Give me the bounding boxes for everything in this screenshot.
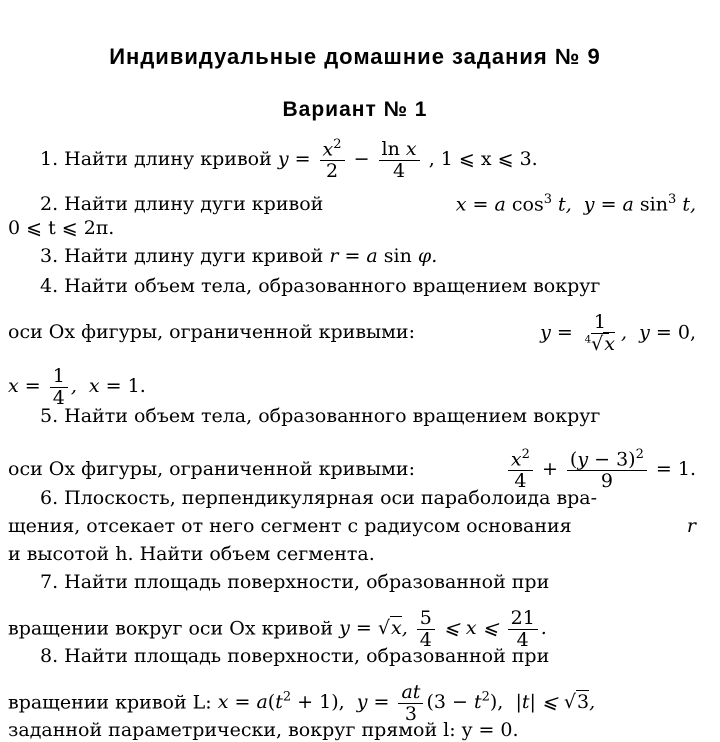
problem-6-variable: r [686,515,696,537]
problem-3-formula: r = a sin φ. [329,245,438,267]
problem-1 [40,138,700,182]
problem-4-bounds: x = $\frac{1}{4}$ , x = 1. [8,365,146,409]
problem-4-line-2 [8,312,696,355]
problem-5-line-1: 5. Найти объем тела, образованного вращением вокруг [40,405,601,427]
problem-1-text: 1. Найти длину кривой [40,148,272,171]
problem-4-line-3 [8,366,696,409]
problem-6-line-1: 6. Плоскость, перпендикулярная оси параболоида вра- [40,487,598,509]
problem-2-line-1 [40,188,696,216]
problem-5-formula: $\frac{x^2}{4}$ + $\frac{(y - 3)^2}{9}$ = 1. [505,448,696,492]
problem-2-formula: x = a $\cos^3 t$, y = a $\sin^3 t$, [455,192,696,216]
problem-1-formula: y = $\frac{x^2}{2}$ − $\frac{\text{ln x}}{4}$ [278,148,429,170]
problem-4-formula: y = $\frac{1}{^4√x}$ , y = 0, [540,311,696,355]
problem-6-line-3: и высотой h. Найти объем сегмента. [8,543,375,565]
problem-3 [40,244,720,268]
problem-2-text: 2. Найти длину дуги кривой [40,193,324,216]
problem-7-line-1: 7. Найти площадь поверхности, образованной при [40,571,550,593]
problem-2-line-2: 0 ⩽ t ⩽ 2π. [8,217,115,239]
problem-5-text: оси Ox фигуры, ограниченной кривыми: [8,458,415,481]
problem-8-formula: $x = a(t^2 + 1)$, y = $\frac{at}{3}$ $(3 - t^2)$, |t| ⩽ √3, [217,681,596,725]
problem-4-line-1: 4. Найти объем тела, образованного вращением вокруг [40,275,601,297]
problem-7-text: вращении вокруг оси Ox кривой [8,617,334,640]
problem-4-text: оси Ox фигуры, ограниченной кривыми: [8,321,415,344]
problem-8-line-3: заданной параметрически, вокруг прямой l: y = 0. [8,719,519,741]
problem-1-range: , 1 ⩽ x ⩽ 3. [428,148,538,171]
variant-heading: Вариант № 1 [282,98,428,121]
problem-8-line-1: 8. Найти площадь поверхности, образованной при [40,645,550,667]
problem-8-text: вращении кривой L: [8,691,212,714]
problem-7-formula: y = √x, $\frac{5}{4}$ ⩽ x ⩽ $\frac{21}{4}$ . [339,607,547,651]
page-title: Индивидуальные домашние задания № 9 [109,44,601,69]
problem-6-text: щения, отсекает от него сегмент с радиусом основания [8,515,572,537]
problem-3-text: 3. Найти длину дуги кривой [40,245,324,267]
problem-6-line-2 [8,514,696,538]
